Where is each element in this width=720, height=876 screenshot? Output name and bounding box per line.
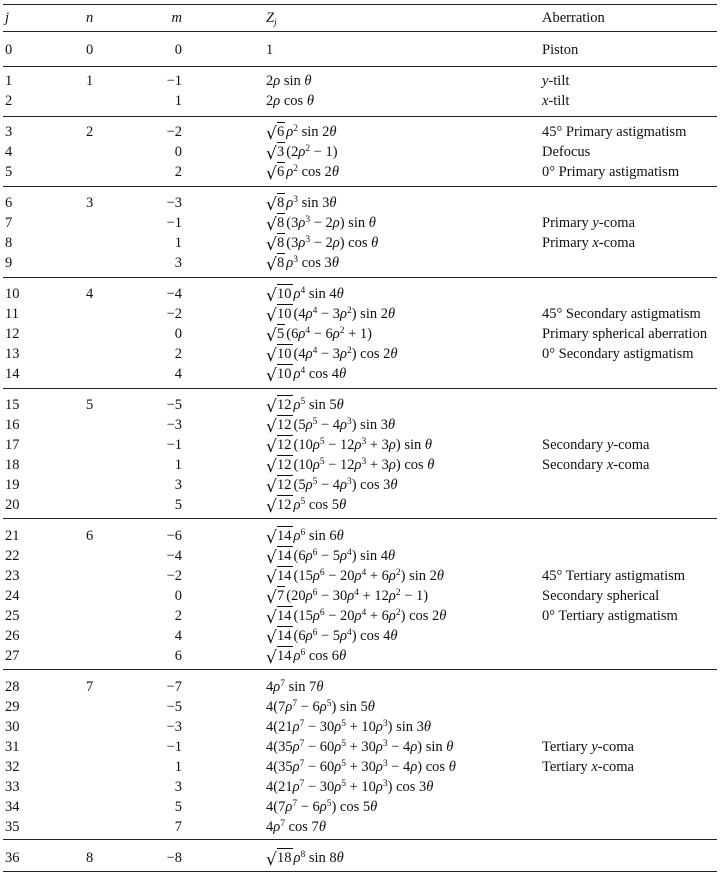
row-m: −6 — [166, 528, 182, 544]
row-m: −2 — [166, 306, 182, 323]
row-n: 0 — [86, 42, 94, 58]
row-zernike-polynomial: √ 14 $(6\rho^6 - 5\rho^4)$ sin 4θ — [266, 548, 396, 568]
row-zernike-polynomial: √ 6 $\rho^2$ sin 2θ — [266, 124, 337, 144]
row-m: −3 — [166, 195, 182, 211]
row-zernike-polynomial: $4(7\rho^7 - 6\rho^5)$ sin 5θ — [266, 699, 375, 715]
row-j: 16 — [5, 417, 20, 434]
row-zernike-polynomial: √ 14 $(15\rho^6 - 20\rho^4 + 6\rho^2)$ sin 2θ — [266, 568, 444, 589]
row-m: −7 — [166, 679, 182, 695]
row-j: 36 — [5, 850, 20, 866]
sqrt-sign: √ 12 — [266, 477, 292, 498]
row-n: 3 — [86, 195, 94, 211]
row-j: 24 — [5, 588, 20, 605]
row-m: 5 — [174, 799, 182, 816]
sqrt-sign: √ 3 — [266, 144, 285, 165]
sqrt-sign: √ 14 — [266, 608, 292, 629]
row-j: 15 — [5, 397, 20, 413]
top-rule — [3, 4, 717, 5]
row-m: 3 — [174, 477, 182, 494]
row-j: 35 — [5, 819, 20, 836]
row-aberration-name: 45° Primary astigmatism — [542, 124, 687, 140]
row-zernike-polynomial: $4(7\rho^7 - 6\rho^5)$ cos 5θ — [266, 799, 378, 816]
sqrt-sign: √ 14 — [266, 528, 292, 548]
row-j: 12 — [5, 326, 20, 343]
sqrt-sign: √ 14 — [266, 648, 292, 669]
sqrt-sign: √ 8 — [266, 235, 285, 256]
row-zernike-polynomial: $4(35\rho^7 - 60\rho^5 + 30\rho^3 - 4\rho)$ sin θ — [266, 739, 454, 756]
sqrt-sign: √ 10 — [266, 306, 292, 327]
row-j: 26 — [5, 628, 20, 645]
row-m: −3 — [166, 417, 182, 434]
row-j: 22 — [5, 548, 20, 564]
sqrt-sign: √ 14 — [266, 628, 292, 649]
row-m: 0 — [174, 326, 182, 343]
row-zernike-polynomial: $4\rho^7$ cos 7θ — [266, 819, 326, 836]
row-m: −3 — [166, 719, 182, 736]
row-m: 2 — [174, 608, 182, 625]
row-j: 25 — [5, 608, 20, 625]
row-aberration-name: Secondary spherical — [542, 588, 660, 605]
row-n: 1 — [86, 73, 94, 89]
row-zernike-polynomial: √ 8 $\rho^3$ sin 3θ — [266, 195, 337, 215]
row-j: 17 — [5, 437, 20, 454]
row-j: 20 — [5, 497, 20, 514]
row-zernike-polynomial: √ 7 $(20\rho^6 - 30\rho^4 + 12\rho^2 - 1)$ — [266, 588, 429, 609]
sqrt-sign: √ 6 — [266, 124, 285, 144]
sqrt-sign: √ 8 — [266, 255, 285, 276]
sqrt-sign: √ 10 — [266, 286, 292, 306]
row-zernike-polynomial: √ 12 $\rho^5$ sin 5θ — [266, 397, 344, 417]
row-j: 6 — [5, 195, 13, 211]
row-zernike-polynomial: √ 12 $(5\rho^5 - 4\rho^3)$ cos 3θ — [266, 477, 398, 498]
sqrt-sign: √ 14 — [266, 548, 292, 568]
sqrt-sign: √ 10 — [266, 346, 292, 367]
sqrt-sign: √ 7 — [266, 588, 285, 609]
row-aberration-name: 45° Secondary astigmatism — [542, 306, 701, 323]
row-n: 2 — [86, 124, 94, 140]
row-zernike-polynomial: √ 8 $(3\rho^3 - 2\rho)$ sin θ — [266, 215, 376, 236]
row-aberration-name: Piston — [542, 42, 579, 58]
row-aberration-name: 0° Tertiary astigmatism — [542, 608, 678, 625]
row-aberration-name: Secondary y-coma — [542, 437, 650, 454]
header-m: m — [171, 10, 182, 26]
row-j: 3 — [5, 124, 13, 140]
row-zernike-polynomial: √ 14 $(15\rho^6 - 20\rho^4 + 6\rho^2)$ cos 2θ — [266, 608, 447, 629]
row-n: 7 — [86, 679, 94, 695]
row-aberration-name: Primary y-coma — [542, 215, 636, 232]
row-zernike-polynomial: 2ρ sin θ — [266, 73, 312, 89]
row-n: 5 — [86, 397, 94, 413]
row-m: 4 — [174, 628, 182, 645]
row-zernike-polynomial: √ 3 $(2\rho^2 - 1)$ — [266, 144, 338, 165]
row-zernike-polynomial: √ 12 $(10\rho^5 - 12\rho^3 + 3\rho)$ cos θ — [266, 457, 435, 478]
row-m: −1 — [166, 437, 182, 454]
row-aberration-name: Tertiary y-coma — [542, 739, 634, 756]
row-aberration-name: Tertiary x-coma — [542, 759, 634, 776]
row-m: 0 — [174, 144, 182, 161]
row-j: 7 — [5, 215, 13, 232]
row-aberration-name: 0° Secondary astigmatism — [542, 346, 694, 363]
bottom-rule — [3, 871, 717, 872]
row-zernike-polynomial: $4(21\rho^7 - 30\rho^5 + 10\rho^3)$ cos 3θ — [266, 779, 434, 796]
row-m: 2 — [174, 164, 182, 181]
row-zernike-polynomial: 1 — [266, 42, 274, 58]
sqrt-sign: √ 8 — [266, 195, 285, 215]
sqrt-sign: √ 12 — [266, 417, 292, 438]
row-m: 1 — [174, 759, 182, 776]
row-j: 2 — [5, 93, 13, 109]
row-aberration-name: y-tilt — [542, 73, 570, 89]
group-separator-rule — [3, 518, 717, 519]
header-z-subscript: j — [274, 18, 277, 28]
row-j: 14 — [5, 366, 20, 383]
sqrt-sign: √ 12 — [266, 497, 292, 518]
sqrt-sign: √ 10 — [266, 366, 292, 387]
row-m: −5 — [166, 397, 182, 413]
row-n: 4 — [86, 286, 94, 302]
row-aberration-name: Primary x-coma — [542, 235, 636, 252]
row-zernike-polynomial: √ 8 $\rho^3$ cos 3θ — [266, 255, 339, 276]
row-m: 6 — [174, 648, 182, 665]
row-m: −2 — [166, 568, 182, 585]
row-zernike-polynomial: √ 10 $(4\rho^4 - 3\rho^2)$ cos 2θ — [266, 346, 398, 367]
row-m: 3 — [174, 255, 182, 272]
row-j: 23 — [5, 568, 20, 585]
row-j: 31 — [5, 739, 20, 756]
group-separator-rule — [3, 839, 717, 840]
row-j: 4 — [5, 144, 13, 161]
row-j: 10 — [5, 286, 20, 302]
sqrt-sign: √ 14 — [266, 568, 292, 589]
row-zernike-polynomial: √ 14 $\rho^6$ sin 6θ — [266, 528, 344, 548]
sqrt-sign: √ 5 — [266, 326, 285, 347]
row-j: 32 — [5, 759, 20, 776]
header-aberration: Aberration — [542, 10, 605, 26]
group-separator-rule — [3, 388, 717, 389]
row-m: 0 — [174, 588, 182, 605]
row-j: 21 — [5, 528, 20, 544]
row-m: −4 — [166, 548, 182, 564]
row-zernike-polynomial: √ 12 $(5\rho^5 - 4\rho^3)$ sin 3θ — [266, 417, 396, 438]
row-zernike-polynomial: √ 6 $\rho^2$ cos 2θ — [266, 164, 339, 185]
row-aberration-name: x-tilt — [542, 93, 570, 109]
row-m: 7 — [174, 819, 182, 836]
row-m: 1 — [174, 93, 182, 109]
row-zernike-polynomial: √ 14 $\rho^6$ cos 6θ — [266, 648, 347, 669]
row-zernike-polynomial: √ 18 $\rho^8$ sin 8θ — [266, 850, 344, 870]
row-m: −1 — [166, 215, 182, 232]
row-aberration-name: 45° Tertiary astigmatism — [542, 568, 686, 585]
row-zernike-polynomial: √ 10 $\rho^4$ cos 4θ — [266, 366, 347, 387]
group-separator-rule — [3, 277, 717, 278]
row-j: 13 — [5, 346, 20, 363]
row-j: 9 — [5, 255, 13, 272]
row-j: 8 — [5, 235, 13, 252]
row-m: −4 — [166, 286, 182, 302]
row-j: 11 — [5, 306, 19, 323]
group-separator-rule — [3, 116, 717, 117]
sqrt-sign: √ 12 — [266, 457, 292, 478]
header-n: n — [86, 10, 94, 26]
row-zernike-polynomial: √ 12 $\rho^5$ cos 5θ — [266, 497, 347, 518]
header-z — [266, 8, 277, 28]
row-j: 0 — [5, 42, 13, 58]
row-j: 28 — [5, 679, 20, 695]
row-zernike-polynomial: 2ρ cos θ — [266, 93, 314, 109]
group-separator-rule — [3, 66, 717, 67]
row-j: 29 — [5, 699, 20, 715]
row-m: 4 — [174, 366, 182, 383]
sqrt-sign: √ 12 — [266, 397, 292, 417]
row-m: 2 — [174, 346, 182, 363]
row-zernike-polynomial: $4\rho^7$ sin 7θ — [266, 679, 324, 695]
row-j: 18 — [5, 457, 20, 474]
row-m: −5 — [166, 699, 182, 715]
sqrt-sign: √ 8 — [266, 215, 285, 236]
row-j: 30 — [5, 719, 20, 736]
row-m: −1 — [166, 73, 182, 89]
header-z-main: Z — [266, 10, 275, 26]
row-zernike-polynomial: √ 10 $\rho^4$ sin 4θ — [266, 286, 344, 306]
row-j: 5 — [5, 164, 13, 181]
row-j: 19 — [5, 477, 20, 494]
row-m: 3 — [174, 779, 182, 796]
row-zernike-polynomial: √ 12 $(10\rho^5 - 12\rho^3 + 3\rho)$ sin θ — [266, 437, 432, 458]
group-separator-rule — [3, 186, 717, 187]
row-j: 1 — [5, 73, 13, 89]
row-j: 33 — [5, 779, 20, 796]
row-m: −1 — [166, 739, 182, 756]
row-m: 5 — [174, 497, 182, 514]
row-m: 1 — [174, 457, 182, 474]
row-zernike-polynomial: √ 5 $(6\rho^4 - 6\rho^2 + 1)$ — [266, 326, 372, 347]
row-m: 0 — [174, 42, 182, 58]
sqrt-sign: √ 18 — [266, 850, 292, 870]
row-zernike-polynomial: √ 8 $(3\rho^3 - 2\rho)$ cos θ — [266, 235, 379, 256]
sqrt-sign: √ 6 — [266, 164, 285, 185]
row-zernike-polynomial: $4(21\rho^7 - 30\rho^5 + 10\rho^3)$ sin 3θ — [266, 719, 431, 736]
row-m: −2 — [166, 124, 182, 140]
row-zernike-polynomial: √ 14 $(6\rho^6 - 5\rho^4)$ cos 4θ — [266, 628, 398, 649]
row-j: 27 — [5, 648, 20, 665]
header-rule — [3, 31, 717, 32]
row-zernike-polynomial: $4(35\rho^7 - 60\rho^5 + 30\rho^3 - 4\rho)$ cos θ — [266, 759, 456, 776]
row-j: 34 — [5, 799, 20, 816]
row-n: 8 — [86, 850, 94, 866]
row-aberration-name: Primary spherical aberration — [542, 326, 708, 343]
sqrt-sign: √ 12 — [266, 437, 292, 458]
row-aberration-name: Defocus — [542, 144, 591, 161]
row-m: −8 — [166, 850, 182, 866]
row-aberration-name: Secondary x-coma — [542, 457, 650, 474]
row-aberration-name: 0° Primary astigmatism — [542, 164, 680, 181]
row-zernike-polynomial: √ 10 $(4\rho^4 - 3\rho^2)$ sin 2θ — [266, 306, 396, 327]
header-j: j — [5, 10, 10, 26]
row-m: 1 — [174, 235, 182, 252]
row-n: 6 — [86, 528, 94, 544]
group-separator-rule — [3, 669, 717, 670]
